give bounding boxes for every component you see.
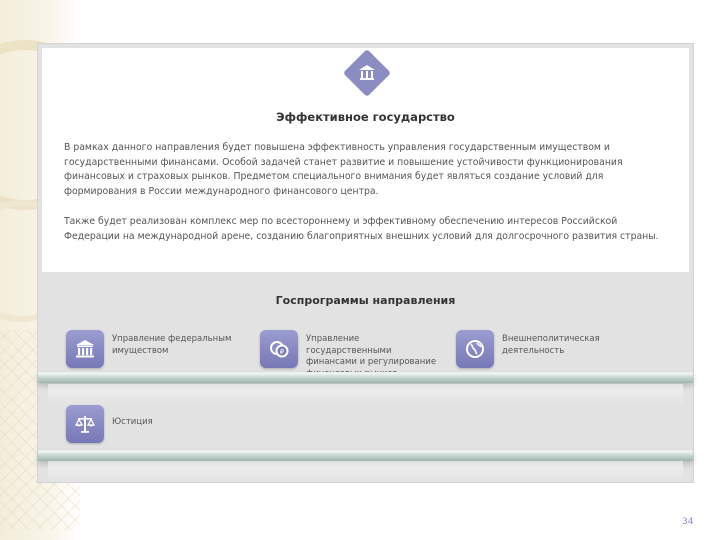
content-panel bbox=[37, 43, 694, 483]
intro-card bbox=[42, 48, 689, 272]
intro-paragraph: Также будет реализован комплекс мер по всестороннему и эффективному обеспечению интересов Российской Федерации на международной арене, созданию благоприятных внешних условий для долгосрочного развития страны. bbox=[64, 216, 659, 242]
program-item[interactable] bbox=[66, 405, 212, 443]
scales-icon bbox=[66, 405, 104, 443]
emblem-icon bbox=[343, 49, 391, 97]
intro-title: Эффективное государство bbox=[276, 110, 455, 124]
intro-paragraph: В рамках данного направления будет повышена эффективность управления государственным имуществом и государственными финансами. Особой задачей станет развитие и повышение устойчивости функционирования финансовых и страховых рынков. Предметом специального внимания будет являться создание условий для формирования в России международного финансового центра. bbox=[64, 142, 623, 197]
section-title: Госпрограммы направления bbox=[275, 294, 456, 307]
globe-icon bbox=[456, 330, 494, 368]
coins-icon bbox=[260, 330, 298, 368]
svg-text:₽: ₽ bbox=[279, 348, 285, 356]
shelf-divider bbox=[38, 450, 693, 461]
program-label: Внешнеполитическая деятельность bbox=[502, 334, 600, 356]
program-label: Юстиция bbox=[112, 417, 153, 427]
building-columns-icon bbox=[66, 330, 104, 368]
program-item[interactable] bbox=[456, 330, 612, 368]
page-number: 34 bbox=[682, 517, 694, 527]
program-label: Управление государственными финансами и регулирование bbox=[306, 334, 437, 367]
program-label: Управление федеральным имуществом bbox=[112, 334, 232, 356]
program-item[interactable] bbox=[66, 330, 232, 368]
shelf-reflection bbox=[48, 461, 683, 483]
shelf-divider bbox=[38, 372, 693, 383]
shelf-reflection bbox=[48, 384, 683, 406]
